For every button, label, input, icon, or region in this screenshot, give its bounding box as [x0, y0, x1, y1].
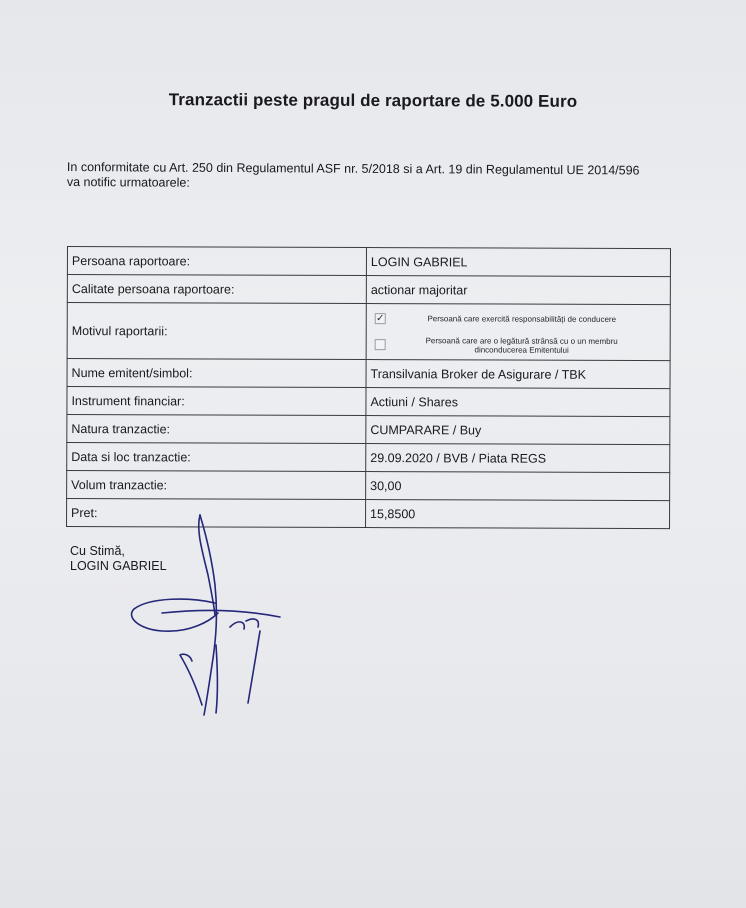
row-value: Actiuni / Shares — [366, 388, 670, 417]
row-value: 15,8500 — [366, 500, 670, 529]
table-row — [67, 275, 670, 305]
intro-paragraph — [67, 160, 687, 194]
reason-option-text: Persoană care exercită responsabilități de conducere — [427, 314, 617, 324]
checkbox-checked[interactable]: ✓ — [376, 313, 385, 325]
reason-options — [366, 304, 670, 361]
report-table — [66, 246, 671, 529]
closing-salutation: Cu Stimă, — [70, 544, 125, 558]
row-label: Pret: — [67, 499, 366, 528]
handwritten-signature — [120, 505, 300, 730]
table-row-reason — [67, 303, 670, 361]
row-label: Volum tranzactie: — [67, 471, 366, 500]
row-label: Calitate persoana raportoare: — [67, 275, 366, 304]
row-label: Instrument financiar: — [67, 387, 366, 416]
checkbox-unchecked[interactable] — [375, 339, 386, 350]
row-value: Transilvania Broker de Asigurare / TBK — [366, 360, 670, 389]
reason-option-text-line-1: Persoană care are o legătură strânsă cu o un membru — [425, 335, 618, 346]
table-row — [67, 471, 670, 501]
reason-option-text-line-2: dinconducerea Emitentului — [474, 344, 569, 355]
table-row — [67, 247, 670, 277]
row-value: actionar majoritar — [366, 276, 670, 305]
table-row — [67, 443, 670, 473]
table-row — [67, 415, 670, 445]
reason-option-close-link — [371, 332, 666, 359]
row-value: CUMPARARE / Buy — [366, 416, 670, 445]
row-label: Nume emitent/simbol: — [67, 359, 366, 388]
table-row — [67, 387, 670, 417]
intro-line-1: In conformitate cu Art. 250 din Regulamentul ASF nr. 5/2018 si a Art. 19 din Regulamentul UE 2014/596 — [66, 160, 640, 178]
row-label: Data si loc tranzactie: — [67, 443, 366, 472]
table-row — [67, 359, 670, 389]
document-title: Tranzactii peste pragul de raportare de 5.000 Euro — [168, 90, 578, 111]
row-value: 30,00 — [366, 472, 670, 501]
row-value: LOGIN GABRIEL — [366, 248, 670, 277]
closing-name: LOGIN GABRIEL — [70, 559, 167, 573]
row-label: Persoana raportoare: — [67, 247, 366, 276]
intro-line-2: va notific urmatoarele: — [66, 174, 190, 190]
row-value: 29.09.2020 / BVB / Piata REGS — [366, 444, 670, 473]
reason-option-text — [406, 336, 638, 355]
row-label: Natura tranzactie: — [67, 415, 366, 444]
reason-option-management — [371, 306, 666, 333]
row-label: Motivul raportarii: — [67, 303, 366, 360]
